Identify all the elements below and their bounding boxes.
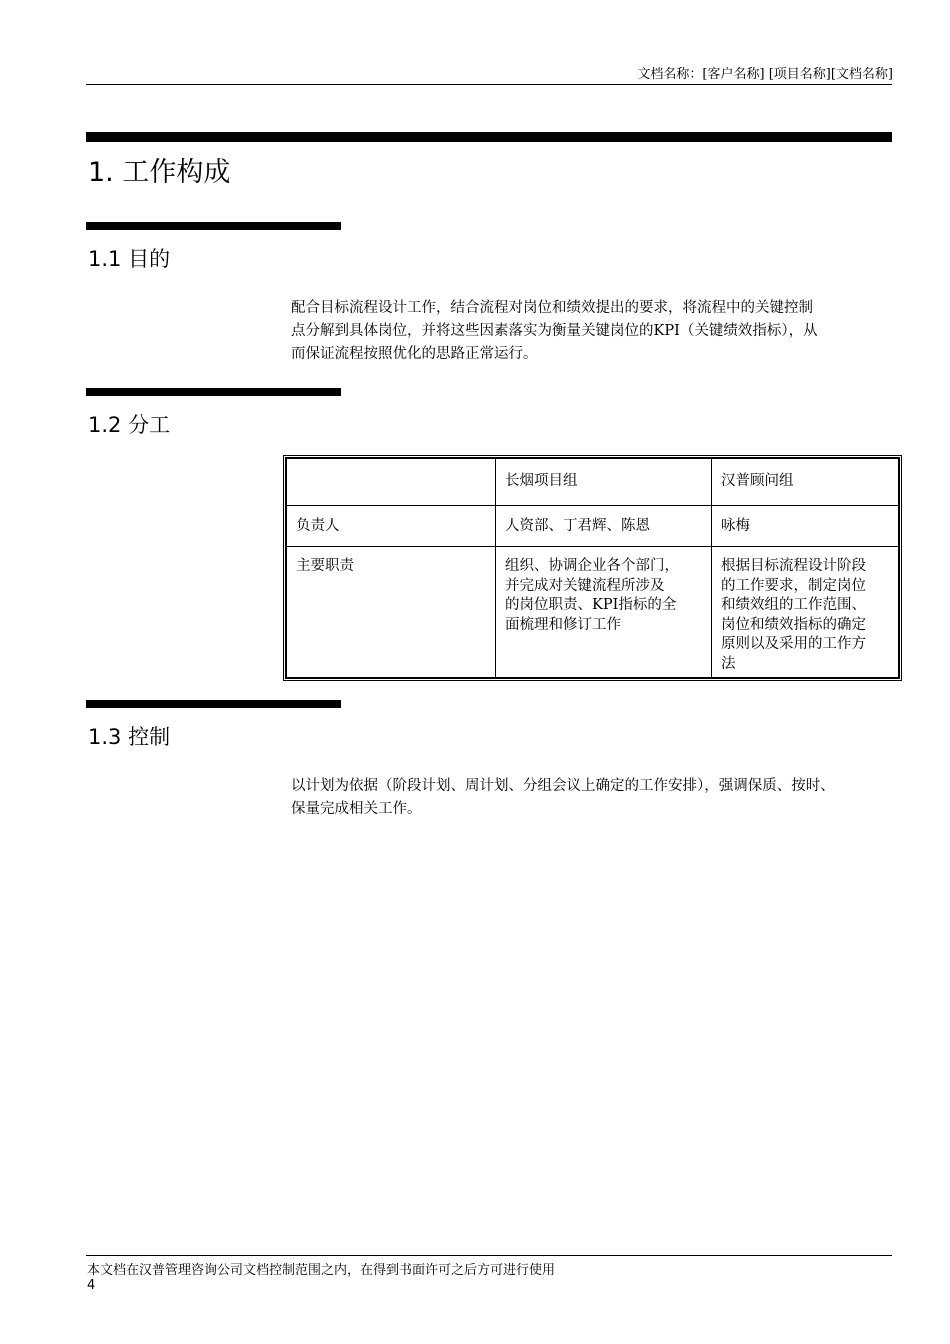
- cell-line: 和绩效组的工作范围、: [721, 597, 866, 613]
- control-line: 以计划为依据（阶段计划、周计划、分组会议上确定的工作安排），强调保质、按时、: [291, 778, 835, 794]
- cell-line: 并完成对关键流程所涉及: [505, 577, 665, 594]
- section-title-control: 1.3 控制: [88, 725, 171, 749]
- section-bar-division: [86, 388, 341, 396]
- table-cell: 咏梅: [712, 506, 899, 547]
- table-cell: [496, 547, 712, 678]
- section-title-purpose: 1.1 目的: [88, 247, 171, 271]
- control-paragraph: [291, 775, 895, 821]
- cell-line: 的工作要求，制定岗位: [721, 577, 866, 594]
- table-header-cell: 汉普顾问组: [712, 459, 899, 506]
- section-bar-purpose: [86, 222, 341, 230]
- cell-line: 的岗位职责、KPI指标的全: [505, 597, 677, 613]
- purpose-paragraph: [291, 297, 895, 366]
- cell-line: 原则以及采用的工作方: [721, 636, 866, 652]
- table-header-cell: [287, 459, 496, 506]
- division-table: [283, 455, 902, 681]
- table-cell: 负责人: [287, 506, 496, 547]
- purpose-line: 点分解到具体岗位，并将这些因素落实为衡量关键岗位的KPI（关键绩效指标），从: [291, 323, 818, 339]
- page-number: 4: [87, 1278, 96, 1293]
- chapter-title: 1. 工作构成: [88, 157, 231, 188]
- footer-notice: 本文档在汉普管理咨询公司文档控制范围之内，在得到书面许可之后方可进行使用: [87, 1263, 556, 1278]
- cell-line: 根据目标流程设计阶段: [721, 558, 866, 574]
- section-bar-control: [86, 700, 341, 708]
- chapter-bar: [86, 132, 892, 142]
- control-line: 保量完成相关工作。: [291, 801, 422, 817]
- header-rule: [86, 84, 892, 85]
- table-cell: 主要职责: [287, 547, 496, 678]
- cell-line: 岗位和绩效指标的确定: [721, 616, 866, 633]
- purpose-line: 而保证流程按照优化的思路正常运行。: [291, 346, 538, 362]
- table-cell: 人资部、丁君辉、陈恩: [496, 506, 712, 547]
- section-title-division: 1.2 分工: [88, 413, 171, 437]
- document-name-header: 文档名称：[客户名称] [项目名称][文档名称]: [637, 67, 893, 82]
- table-row: [287, 506, 899, 547]
- cell-line: 组织、协调企业各个部门，: [505, 558, 679, 574]
- cell-line: 法: [721, 655, 736, 672]
- cell-line: 面梳理和修订工作: [505, 616, 621, 633]
- footer-rule: [86, 1255, 892, 1256]
- table-cell: [712, 547, 899, 678]
- table-header-row: [287, 459, 899, 506]
- purpose-line: 配合目标流程设计工作，结合流程对岗位和绩效提出的要求，将流程中的关键控制: [291, 300, 813, 316]
- table-header-cell: 长烟项目组: [496, 459, 712, 506]
- table-row: [287, 547, 899, 678]
